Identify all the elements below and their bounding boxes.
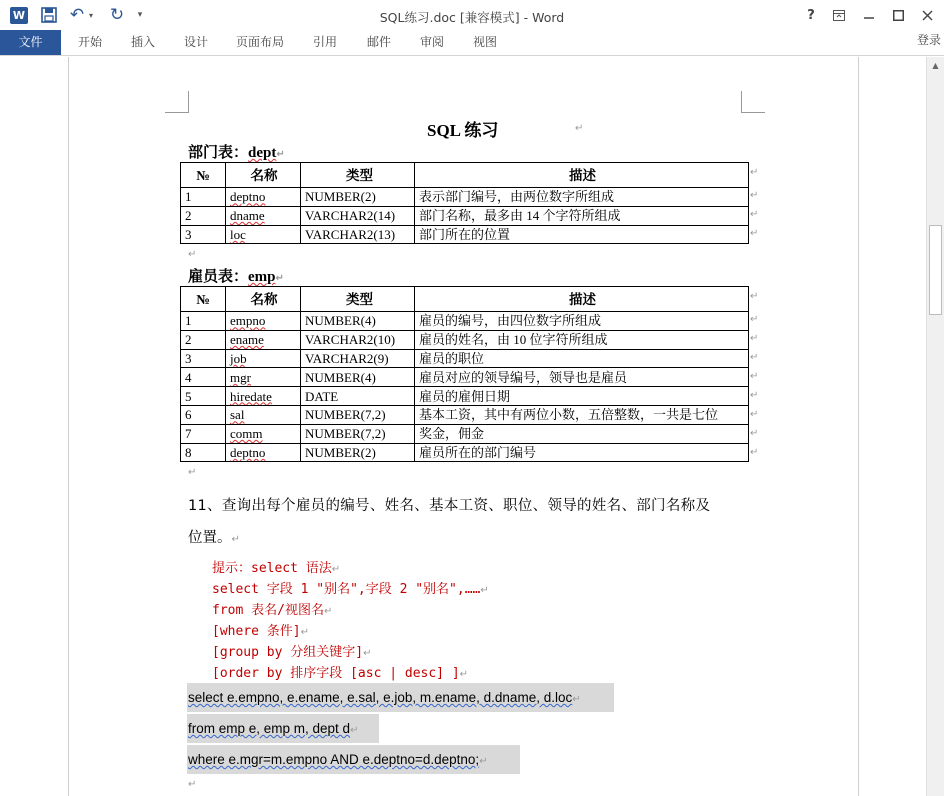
question-text-end: 位置。	[188, 530, 232, 546]
cell-no[interactable]: 3	[181, 225, 226, 244]
hint-line: select 字段 1 "别名",字段 2 "别名",……↵	[212, 582, 489, 597]
cell-name[interactable]	[226, 368, 301, 387]
emp-heading: 雇员表：emp↵	[188, 269, 284, 285]
table-row	[181, 387, 749, 406]
cell-type[interactable]: NUMBER(4)	[301, 312, 415, 331]
field-name: deptno	[230, 189, 266, 205]
margin-corner-mark	[741, 91, 765, 113]
row-end-mark: ↵	[750, 167, 759, 178]
cell-desc[interactable]: 雇员对应的领导编号，领导也是雇员	[415, 368, 749, 387]
undo-icon[interactable]: ↶	[69, 5, 85, 25]
help-icon[interactable]: ?	[807, 7, 815, 23]
field-name: loc	[230, 226, 246, 242]
document-page[interactable]	[68, 57, 859, 796]
field-name: job	[230, 350, 247, 366]
row-end-mark: ↵	[750, 314, 759, 325]
hint-text: [order by 排序字段 [asc | desc] ]	[212, 666, 460, 681]
scroll-up-icon[interactable]: ▲	[932, 61, 939, 70]
row-end-mark: ↵	[750, 428, 759, 439]
hint-line: [order by 排序字段 [asc | desc] ]↵	[212, 666, 469, 681]
row-end-mark: ↵	[750, 228, 759, 239]
hint-text: from 表名/视图名	[212, 603, 324, 618]
emp-heading-label: 雇员表：	[188, 269, 249, 285]
cell-type[interactable]: NUMBER(2)	[301, 188, 415, 207]
dept-heading-label: 部门表：	[188, 145, 249, 161]
hint-line: 提示：select 语法↵	[212, 561, 341, 576]
field-name: empno	[230, 313, 266, 329]
cell-no[interactable]: 3	[181, 349, 226, 368]
sql-text: select e.empno, e.ename, e.sal, e.job, m.ename, d.dname, d.loc	[188, 690, 573, 705]
hint-line: [group by 分组关键字]↵	[212, 645, 372, 660]
table-row	[181, 349, 749, 368]
hint-line: from 表名/视图名↵	[212, 603, 333, 618]
field-name: deptno	[230, 444, 266, 460]
sql-text: where e.mgr=m.empno AND e.deptno=d.deptno;	[188, 752, 480, 767]
header-cell-desc[interactable]: 描述	[415, 163, 749, 188]
emp-table-name: emp	[248, 269, 276, 285]
cell-name[interactable]	[226, 312, 301, 331]
table-header-row	[181, 163, 749, 188]
cell-desc[interactable]: 雇员的职位	[415, 349, 749, 368]
cell-desc[interactable]: 雇员的姓名，由 10 位字符所组成	[415, 330, 749, 349]
table-row	[181, 443, 749, 462]
row-end-mark: ↵	[750, 447, 759, 458]
minimize-button[interactable]	[856, 4, 882, 26]
cell-type[interactable]: NUMBER(2)	[301, 443, 415, 462]
paragraph-mark: ↵	[575, 123, 584, 134]
table-row	[181, 225, 749, 244]
cell-type[interactable]: DATE	[301, 387, 415, 406]
cell-type[interactable]: VARCHAR2(14)	[301, 206, 415, 225]
hint-text: select 字段 1 "别名",字段 2 "别名",……	[212, 582, 481, 597]
cell-type[interactable]: NUMBER(7,2)	[301, 424, 415, 443]
question-text: 11、查询出每个雇员的编号、姓名、基本工资、职位、领导的姓名、部门名称及	[188, 498, 711, 514]
tab-view[interactable]: 视图	[472, 35, 497, 49]
cell-no[interactable]: 1	[181, 188, 226, 207]
field-name: hiredate	[230, 388, 272, 404]
document-title: SQL 练习	[427, 121, 499, 140]
tab-file[interactable]: 文件	[0, 30, 61, 55]
cell-desc[interactable]: 部门名称，最多由 14 个字符所组成	[415, 206, 749, 225]
ribbon-tab-bar	[0, 30, 944, 56]
table-row	[181, 330, 749, 349]
row-end-mark: ↵	[750, 409, 759, 420]
tab-review[interactable]: 审阅	[419, 35, 444, 49]
hint-line: [where 条件]↵	[212, 624, 310, 639]
cell-name[interactable]	[226, 349, 301, 368]
cell-type[interactable]: VARCHAR2(13)	[301, 225, 415, 244]
tab-page-layout[interactable]: 页面布局	[235, 35, 284, 49]
emp-table	[180, 286, 749, 462]
table-row	[181, 312, 749, 331]
dept-table-name: dept	[248, 145, 277, 161]
word-app-icon[interactable]: W	[10, 7, 28, 24]
cell-no[interactable]: 7	[181, 424, 226, 443]
cell-desc[interactable]: 雇员所在的部门编号	[415, 443, 749, 462]
cell-no[interactable]: 1	[181, 312, 226, 331]
header-cell-desc[interactable]: 描述	[415, 287, 749, 312]
customize-toolbar-icon[interactable]: ▾	[137, 10, 143, 20]
cell-no[interactable]: 8	[181, 443, 226, 462]
row-end-mark: ↵	[750, 390, 759, 401]
cell-name[interactable]	[226, 405, 301, 424]
row-end-mark: ↵	[750, 333, 759, 344]
header-cell-no[interactable]: №	[181, 287, 226, 312]
dept-table	[180, 162, 749, 244]
cell-desc[interactable]: 表示部门编号，由两位数字所组成	[415, 188, 749, 207]
tab-insert[interactable]: 插入	[130, 35, 155, 49]
cell-name[interactable]	[226, 387, 301, 406]
table-header-row	[181, 287, 749, 312]
cell-name[interactable]	[226, 225, 301, 244]
maximize-button[interactable]	[885, 4, 911, 26]
table-row	[181, 188, 749, 207]
cell-name[interactable]	[226, 206, 301, 225]
close-button[interactable]	[914, 4, 940, 26]
paragraph-mark: ↵	[188, 467, 197, 478]
cell-no[interactable]: 5	[181, 387, 226, 406]
header-cell-type[interactable]: 类型	[301, 163, 415, 188]
tab-references[interactable]: 引用	[312, 35, 337, 49]
window-title: SQL练习.doc [兼容模式] - Word	[379, 10, 565, 25]
hint-text: 提示：select 语法	[212, 561, 332, 576]
field-name: dname	[230, 208, 265, 224]
header-cell-no[interactable]: №	[181, 163, 226, 188]
cell-desc[interactable]: 基本工资，其中有两位小数，五倍整数，一共是七位	[415, 405, 749, 424]
hint-text: [group by 分组关键字]	[212, 645, 364, 660]
ribbon-display-options-icon[interactable]	[826, 4, 852, 26]
cell-no[interactable]: 4	[181, 368, 226, 387]
cell-no[interactable]: 2	[181, 330, 226, 349]
margin-corner-mark	[165, 91, 189, 113]
sql-where-line: where e.mgr=m.empno AND e.deptno=d.deptno;↵	[187, 745, 520, 774]
table-row	[181, 424, 749, 443]
dept-heading: 部门表：dept↵	[188, 145, 285, 161]
sign-in-link[interactable]: 登录	[917, 33, 942, 47]
document-area	[0, 57, 926, 796]
row-end-mark: ↵	[750, 209, 759, 220]
sql-from-line: from emp e, emp m, dept d↵	[187, 714, 379, 743]
row-end-mark: ↵	[750, 352, 759, 363]
cell-type[interactable]: NUMBER(7,2)	[301, 405, 415, 424]
table-row	[181, 405, 749, 424]
cell-no[interactable]: 6	[181, 405, 226, 424]
cell-name[interactable]	[226, 188, 301, 207]
row-end-mark: ↵	[750, 371, 759, 382]
title-bar	[0, 0, 944, 30]
cell-desc[interactable]: 部门所在的位置	[415, 225, 749, 244]
cell-desc[interactable]: 雇员的雇佣日期	[415, 387, 749, 406]
header-cell-name[interactable]: 名称	[226, 163, 301, 188]
tab-design[interactable]: 设计	[183, 35, 208, 49]
header-cell-name[interactable]: 名称	[226, 287, 301, 312]
sql-select-line: select e.empno, e.ename, e.sal, e.job, m.ename, d.dname, d.loc↵	[187, 683, 614, 712]
header-cell-type[interactable]: 类型	[301, 287, 415, 312]
paragraph-mark: ↵	[188, 249, 197, 260]
cell-type[interactable]: VARCHAR2(10)	[301, 330, 415, 349]
vertical-scrollbar[interactable]	[926, 57, 944, 796]
question-text-continued: 位置。↵	[188, 530, 240, 546]
field-name: comm	[230, 426, 263, 442]
row-end-mark: ↵	[750, 291, 759, 302]
paragraph-mark: ↵	[188, 779, 197, 790]
field-name: sal	[230, 407, 245, 423]
undo-dropdown-icon[interactable]: ▾	[88, 10, 93, 20]
cell-name[interactable]	[226, 330, 301, 349]
field-name: ename	[230, 332, 264, 348]
sql-text: from emp e, emp m, dept d	[188, 721, 351, 736]
tab-mailings[interactable]: 邮件	[366, 35, 391, 49]
table-row	[181, 368, 749, 387]
scrollbar-thumb[interactable]	[929, 225, 942, 315]
table-row	[181, 206, 749, 225]
cell-type[interactable]: NUMBER(4)	[301, 368, 415, 387]
cell-name[interactable]	[226, 443, 301, 462]
cell-desc[interactable]: 奖金，佣金	[415, 424, 749, 443]
cell-no[interactable]: 2	[181, 206, 226, 225]
row-end-mark: ↵	[750, 190, 759, 201]
tab-home[interactable]: 开始	[77, 35, 102, 49]
cell-type[interactable]: VARCHAR2(9)	[301, 349, 415, 368]
hint-text: [where 条件]	[212, 624, 301, 639]
field-name: mgr	[230, 369, 251, 385]
cell-desc[interactable]: 雇员的编号，由四位数字所组成	[415, 312, 749, 331]
cell-name[interactable]	[226, 424, 301, 443]
redo-icon[interactable]: ↻	[109, 5, 125, 25]
